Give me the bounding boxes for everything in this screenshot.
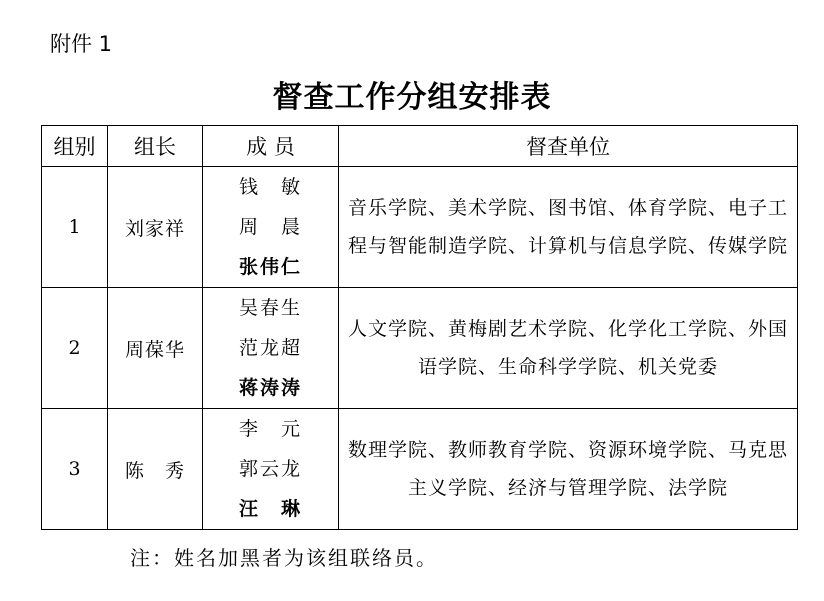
page-title: 督查工作分组安排表 [272, 80, 552, 115]
member-name: 范龙超 [238, 337, 302, 359]
liaison-member-name: 汪 琳 [238, 498, 302, 520]
group-members [203, 288, 339, 409]
supervised-units: 数理学院、教师教育学院、资源环境学院、马克思主义学院、经济与管理学院、法学院 [339, 409, 798, 530]
group-number: 1 [42, 167, 108, 288]
member-name: 郭云龙 [238, 458, 302, 480]
supervised-units: 音乐学院、美术学院、图书馆、体育学院、电子工程与智能制造学院、计算机与信息学院、传媒学院 [339, 167, 798, 288]
table-row [42, 409, 798, 530]
member-name: 周 晨 [238, 216, 302, 238]
attachment-label: 附件 1 [50, 32, 113, 56]
header-group: 组别 [42, 126, 108, 167]
group-members [203, 167, 339, 288]
group-number: 2 [42, 288, 108, 409]
header-units: 督查单位 [339, 126, 798, 167]
member-name: 李 元 [238, 418, 302, 440]
header-members: 成 员 [203, 126, 339, 167]
table-row [42, 288, 798, 409]
liaison-member-name: 蒋涛涛 [238, 377, 302, 399]
group-number: 3 [42, 409, 108, 530]
group-members [203, 409, 339, 530]
member-name: 吴春生 [238, 297, 302, 319]
header-leader: 组长 [108, 126, 203, 167]
liaison-member-name: 张伟仁 [238, 256, 302, 278]
table-row [42, 167, 798, 288]
group-leader: 周葆华 [108, 288, 203, 409]
footnote: 注：姓名加黑者为该组联络员。 [130, 546, 438, 570]
member-name: 钱 敏 [238, 176, 302, 198]
table-header-row [42, 126, 798, 167]
group-leader: 刘家祥 [108, 167, 203, 288]
group-leader: 陈 秀 [108, 409, 203, 530]
supervised-units: 人文学院、黄梅剧艺术学院、化学化工学院、外国语学院、生命科学学院、机关党委 [339, 288, 798, 409]
supervision-group-table [41, 125, 798, 530]
